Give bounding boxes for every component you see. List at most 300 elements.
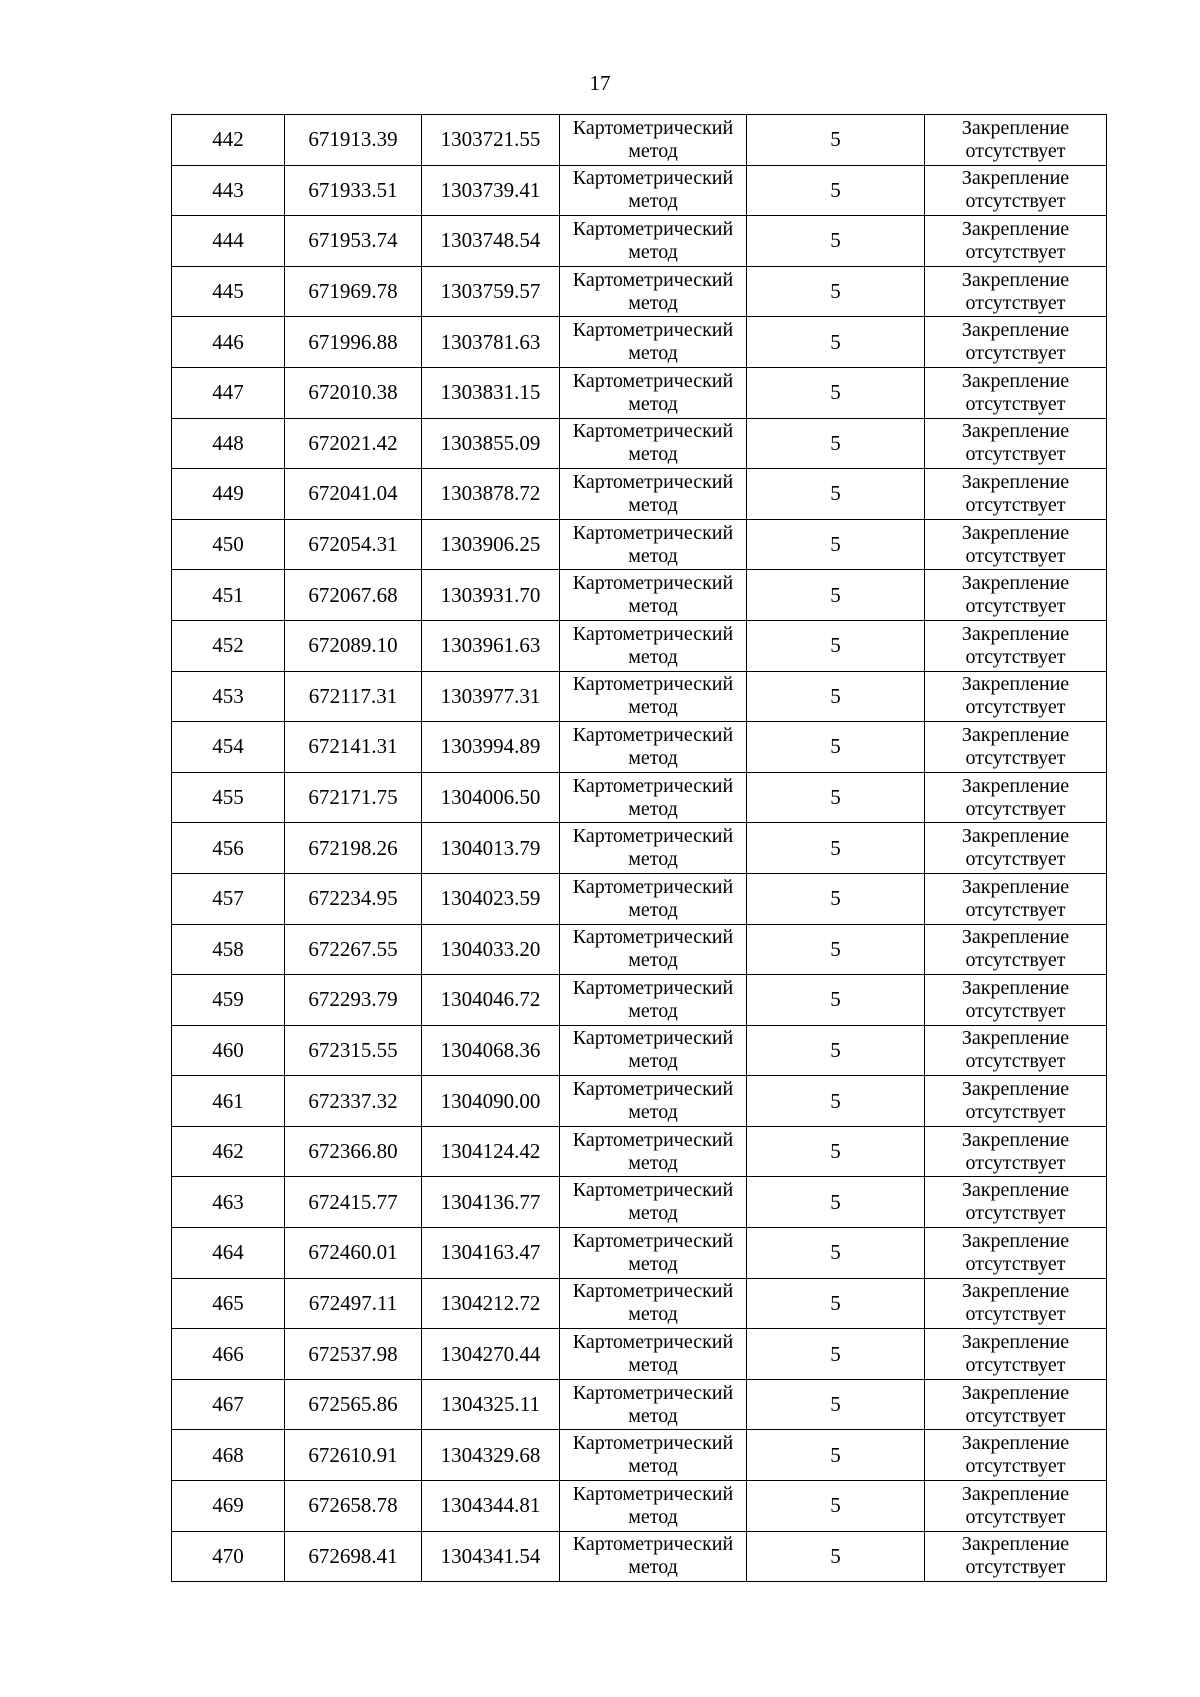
method-text-line: метод: [628, 949, 678, 972]
method-text-line: Картометрический: [572, 268, 734, 291]
method-text-line: Картометрический: [572, 1331, 734, 1354]
fixing-text-line: Закрепление: [961, 116, 1070, 139]
y-coordinate-cell: 1303931.70: [422, 570, 560, 621]
table-row: [172, 165, 1107, 216]
accuracy-cell: 5: [747, 924, 925, 975]
accuracy-cell: 5: [747, 165, 925, 216]
method-cell: [560, 317, 747, 368]
accuracy-cell: 5: [747, 266, 925, 317]
y-coordinate-cell: 1303961.63: [422, 620, 560, 671]
method-text-line: Картометрический: [572, 723, 734, 746]
method-cell: [560, 418, 747, 469]
method-cell: [560, 772, 747, 823]
point-number-cell: 465: [172, 1278, 285, 1329]
fixing-text-line: отсутствует: [965, 1151, 1066, 1174]
method-text-line: метод: [628, 696, 678, 719]
method-text-line: метод: [628, 1404, 678, 1427]
method-text-line: метод: [628, 240, 678, 263]
method-text-line: метод: [628, 342, 678, 365]
x-coordinate-cell: 671996.88: [285, 317, 422, 368]
table-row: [172, 772, 1107, 823]
method-text-line: Картометрический: [572, 217, 734, 240]
x-coordinate-cell: 671969.78: [285, 266, 422, 317]
accuracy-cell: 5: [747, 418, 925, 469]
point-number-cell: 464: [172, 1228, 285, 1279]
method-cell: [560, 1228, 747, 1279]
fixing-text-line: отсутствует: [965, 1354, 1066, 1377]
accuracy-cell: 5: [747, 1177, 925, 1228]
x-coordinate-cell: 672141.31: [285, 722, 422, 773]
y-coordinate-cell: 1304033.20: [422, 924, 560, 975]
method-text-line: метод: [628, 443, 678, 466]
fixing-text-line: отсутствует: [965, 493, 1066, 516]
fixing-text-line: Закрепление: [961, 622, 1070, 645]
accuracy-cell: 5: [747, 873, 925, 924]
fixing-text-line: отсутствует: [965, 746, 1066, 769]
x-coordinate-cell: 671933.51: [285, 165, 422, 216]
accuracy-cell: 5: [747, 317, 925, 368]
fixing-cell: [925, 418, 1107, 469]
method-text-line: Картометрический: [572, 976, 734, 999]
point-number-cell: 449: [172, 469, 285, 520]
point-number-cell: 468: [172, 1430, 285, 1481]
fixing-text-line: отсутствует: [965, 240, 1066, 263]
fixing-cell: [925, 1329, 1107, 1380]
method-text-line: Картометрический: [572, 1078, 734, 1101]
accuracy-cell: 5: [747, 772, 925, 823]
method-text-line: метод: [628, 1354, 678, 1377]
x-coordinate-cell: 672171.75: [285, 772, 422, 823]
fixing-text-line: Закрепление: [961, 1027, 1070, 1050]
point-number-cell: 461: [172, 1076, 285, 1127]
method-text-line: Картометрический: [572, 1432, 734, 1455]
method-cell: [560, 1531, 747, 1582]
method-cell: [560, 570, 747, 621]
fixing-cell: [925, 1531, 1107, 1582]
point-number-cell: 446: [172, 317, 285, 368]
fixing-text-line: Закрепление: [961, 217, 1070, 240]
point-number-cell: 447: [172, 367, 285, 418]
fixing-text-line: Закрепление: [961, 1280, 1070, 1303]
y-coordinate-cell: 1304329.68: [422, 1430, 560, 1481]
method-text-line: метод: [628, 1151, 678, 1174]
y-coordinate-cell: 1304163.47: [422, 1228, 560, 1279]
method-text-line: метод: [628, 291, 678, 314]
fixing-text-line: отсутствует: [965, 1202, 1066, 1225]
fixing-text-line: отсутствует: [965, 1505, 1066, 1528]
point-number-cell: 457: [172, 873, 285, 924]
method-text-line: метод: [628, 190, 678, 213]
table-row: [172, 823, 1107, 874]
method-cell: [560, 519, 747, 570]
point-number-cell: 448: [172, 418, 285, 469]
table-row: [172, 620, 1107, 671]
x-coordinate-cell: 672089.10: [285, 620, 422, 671]
method-text-line: Картометрический: [572, 521, 734, 544]
x-coordinate-cell: 672010.38: [285, 367, 422, 418]
fixing-text-line: Закрепление: [961, 1128, 1070, 1151]
point-number-cell: 459: [172, 975, 285, 1026]
y-coordinate-cell: 1303739.41: [422, 165, 560, 216]
fixing-text-line: отсутствует: [965, 949, 1066, 972]
fixing-cell: [925, 873, 1107, 924]
x-coordinate-cell: 672117.31: [285, 671, 422, 722]
fixing-cell: [925, 823, 1107, 874]
point-number-cell: 452: [172, 620, 285, 671]
fixing-text-line: отсутствует: [965, 1455, 1066, 1478]
x-coordinate-cell: 672658.78: [285, 1481, 422, 1532]
fixing-text-line: Закрепление: [961, 369, 1070, 392]
fixing-text-line: Закрепление: [961, 167, 1070, 190]
table-row: [172, 1329, 1107, 1380]
method-cell: [560, 469, 747, 520]
fixing-cell: [925, 772, 1107, 823]
fixing-text-line: Закрепление: [961, 976, 1070, 999]
fixing-text-line: Закрепление: [961, 521, 1070, 544]
method-text-line: Картометрический: [572, 1027, 734, 1050]
accuracy-cell: 5: [747, 620, 925, 671]
table-row: [172, 1379, 1107, 1430]
y-coordinate-cell: 1303781.63: [422, 317, 560, 368]
point-number-cell: 453: [172, 671, 285, 722]
method-text-line: метод: [628, 139, 678, 162]
accuracy-cell: 5: [747, 722, 925, 773]
method-cell: [560, 1430, 747, 1481]
fixing-text-line: Закрепление: [961, 673, 1070, 696]
fixing-text-line: Закрепление: [961, 1229, 1070, 1252]
table-row: [172, 722, 1107, 773]
y-coordinate-cell: 1303878.72: [422, 469, 560, 520]
method-text-line: метод: [628, 1455, 678, 1478]
method-text-line: метод: [628, 493, 678, 516]
y-coordinate-cell: 1303855.09: [422, 418, 560, 469]
method-text-line: метод: [628, 1101, 678, 1124]
method-text-line: Картометрический: [572, 1280, 734, 1303]
table-row: [172, 1531, 1107, 1582]
fixing-cell: [925, 1430, 1107, 1481]
y-coordinate-cell: 1304344.81: [422, 1481, 560, 1532]
method-text-line: Картометрический: [572, 1533, 734, 1556]
table-row: [172, 216, 1107, 267]
fixing-text-line: Закрепление: [961, 1381, 1070, 1404]
y-coordinate-cell: 1303977.31: [422, 671, 560, 722]
fixing-text-line: отсутствует: [965, 645, 1066, 668]
table-row: [172, 115, 1107, 166]
y-coordinate-cell: 1304212.72: [422, 1278, 560, 1329]
x-coordinate-cell: 672537.98: [285, 1329, 422, 1380]
point-number-cell: 458: [172, 924, 285, 975]
method-text-line: Картометрический: [572, 926, 734, 949]
fixing-text-line: Закрепление: [961, 1482, 1070, 1505]
fixing-text-line: отсутствует: [965, 190, 1066, 213]
fixing-text-line: Закрепление: [961, 1179, 1070, 1202]
y-coordinate-cell: 1304068.36: [422, 1025, 560, 1076]
accuracy-cell: 5: [747, 1228, 925, 1279]
x-coordinate-cell: 672054.31: [285, 519, 422, 570]
accuracy-cell: 5: [747, 519, 925, 570]
point-number-cell: 456: [172, 823, 285, 874]
method-text-line: Картометрический: [572, 1381, 734, 1404]
x-coordinate-cell: 672315.55: [285, 1025, 422, 1076]
method-text-line: метод: [628, 1556, 678, 1579]
method-text-line: Картометрический: [572, 420, 734, 443]
method-cell: [560, 1379, 747, 1430]
method-text-line: метод: [628, 645, 678, 668]
y-coordinate-cell: 1303748.54: [422, 216, 560, 267]
fixing-cell: [925, 165, 1107, 216]
point-number-cell: 460: [172, 1025, 285, 1076]
method-text-line: метод: [628, 392, 678, 415]
page-number: 17: [589, 71, 611, 95]
table-row: [172, 1076, 1107, 1127]
fixing-text-line: отсутствует: [965, 696, 1066, 719]
method-cell: [560, 620, 747, 671]
fixing-text-line: отсутствует: [965, 1556, 1066, 1579]
table-row: [172, 1126, 1107, 1177]
method-cell: [560, 115, 747, 166]
table-row: [172, 1025, 1107, 1076]
fixing-text-line: отсутствует: [965, 139, 1066, 162]
method-text-line: Картометрический: [572, 572, 734, 595]
method-text-line: Картометрический: [572, 825, 734, 848]
method-text-line: метод: [628, 1505, 678, 1528]
x-coordinate-cell: 672234.95: [285, 873, 422, 924]
point-number-cell: 445: [172, 266, 285, 317]
fixing-text-line: отсутствует: [965, 999, 1066, 1022]
fixing-text-line: Закрепление: [961, 926, 1070, 949]
x-coordinate-cell: 672267.55: [285, 924, 422, 975]
point-number-cell: 455: [172, 772, 285, 823]
fixing-text-line: Закрепление: [961, 1078, 1070, 1101]
x-coordinate-cell: 672337.32: [285, 1076, 422, 1127]
fixing-text-line: Закрепление: [961, 319, 1070, 342]
table-row: [172, 266, 1107, 317]
fixing-text-line: Закрепление: [961, 774, 1070, 797]
y-coordinate-cell: 1304023.59: [422, 873, 560, 924]
fixing-cell: [925, 367, 1107, 418]
accuracy-cell: 5: [747, 1379, 925, 1430]
table-row: [172, 418, 1107, 469]
method-cell: [560, 165, 747, 216]
y-coordinate-cell: 1304341.54: [422, 1531, 560, 1582]
point-number-cell: 466: [172, 1329, 285, 1380]
point-number-cell: 462: [172, 1126, 285, 1177]
table-row: [172, 975, 1107, 1026]
method-cell: [560, 1025, 747, 1076]
y-coordinate-cell: 1303906.25: [422, 519, 560, 570]
fixing-text-line: Закрепление: [961, 470, 1070, 493]
x-coordinate-cell: 672366.80: [285, 1126, 422, 1177]
method-text-line: Картометрический: [572, 319, 734, 342]
fixing-text-line: Закрепление: [961, 825, 1070, 848]
point-number-cell: 443: [172, 165, 285, 216]
method-cell: [560, 975, 747, 1026]
x-coordinate-cell: 672198.26: [285, 823, 422, 874]
fixing-text-line: Закрепление: [961, 268, 1070, 291]
y-coordinate-cell: 1303759.57: [422, 266, 560, 317]
fixing-cell: [925, 519, 1107, 570]
method-cell: [560, 1126, 747, 1177]
fixing-cell: [925, 1379, 1107, 1430]
method-cell: [560, 823, 747, 874]
accuracy-cell: 5: [747, 469, 925, 520]
method-cell: [560, 266, 747, 317]
fixing-text-line: Закрепление: [961, 1533, 1070, 1556]
fixing-cell: [925, 1076, 1107, 1127]
point-number-cell: 463: [172, 1177, 285, 1228]
point-number-cell: 442: [172, 115, 285, 166]
fixing-text-line: отсутствует: [965, 1101, 1066, 1124]
fixing-cell: [925, 115, 1107, 166]
point-number-cell: 451: [172, 570, 285, 621]
fixing-cell: [925, 924, 1107, 975]
method-text-line: Картометрический: [572, 1229, 734, 1252]
y-coordinate-cell: 1304325.11: [422, 1379, 560, 1430]
method-text-line: метод: [628, 1202, 678, 1225]
accuracy-cell: 5: [747, 1076, 925, 1127]
y-coordinate-cell: 1303721.55: [422, 115, 560, 166]
accuracy-cell: 5: [747, 1481, 925, 1532]
y-coordinate-cell: 1304136.77: [422, 1177, 560, 1228]
method-text-line: метод: [628, 797, 678, 820]
fixing-cell: [925, 722, 1107, 773]
x-coordinate-cell: 672021.42: [285, 418, 422, 469]
method-cell: [560, 367, 747, 418]
point-number-cell: 454: [172, 722, 285, 773]
fixing-text-line: Закрепление: [961, 572, 1070, 595]
fixing-text-line: отсутствует: [965, 595, 1066, 618]
fixing-text-line: Закрепление: [961, 875, 1070, 898]
y-coordinate-cell: 1304046.72: [422, 975, 560, 1026]
point-number-cell: 469: [172, 1481, 285, 1532]
x-coordinate-cell: 672460.01: [285, 1228, 422, 1279]
method-cell: [560, 671, 747, 722]
table-row: [172, 671, 1107, 722]
x-coordinate-cell: 671913.39: [285, 115, 422, 166]
fixing-text-line: Закрепление: [961, 723, 1070, 746]
fixing-text-line: отсутствует: [965, 443, 1066, 466]
coordinates-table: [171, 114, 1107, 1582]
method-text-line: Картометрический: [572, 1482, 734, 1505]
method-text-line: метод: [628, 746, 678, 769]
x-coordinate-cell: 672293.79: [285, 975, 422, 1026]
method-text-line: метод: [628, 999, 678, 1022]
x-coordinate-cell: 672041.04: [285, 469, 422, 520]
method-text-line: Картометрический: [572, 774, 734, 797]
fixing-text-line: отсутствует: [965, 291, 1066, 314]
method-text-line: метод: [628, 595, 678, 618]
fixing-text-line: Закрепление: [961, 420, 1070, 443]
method-text-line: Картометрический: [572, 875, 734, 898]
fixing-cell: [925, 1177, 1107, 1228]
x-coordinate-cell: 672698.41: [285, 1531, 422, 1582]
method-text-line: метод: [628, 898, 678, 921]
method-cell: [560, 1329, 747, 1380]
fixing-cell: [925, 620, 1107, 671]
fixing-cell: [925, 266, 1107, 317]
y-coordinate-cell: 1304270.44: [422, 1329, 560, 1380]
method-cell: [560, 1278, 747, 1329]
y-coordinate-cell: 1304013.79: [422, 823, 560, 874]
accuracy-cell: 5: [747, 570, 925, 621]
fixing-text-line: отсутствует: [965, 544, 1066, 567]
fixing-text-line: отсутствует: [965, 898, 1066, 921]
method-text-line: Картометрический: [572, 470, 734, 493]
method-text-line: Картометрический: [572, 673, 734, 696]
y-coordinate-cell: 1304090.00: [422, 1076, 560, 1127]
table-row: [172, 873, 1107, 924]
x-coordinate-cell: 671953.74: [285, 216, 422, 267]
method-text-line: метод: [628, 1050, 678, 1073]
method-cell: [560, 1177, 747, 1228]
y-coordinate-cell: 1303831.15: [422, 367, 560, 418]
y-coordinate-cell: 1304006.50: [422, 772, 560, 823]
fixing-cell: [925, 570, 1107, 621]
fixing-text-line: отсутствует: [965, 342, 1066, 365]
x-coordinate-cell: 672067.68: [285, 570, 422, 621]
method-cell: [560, 924, 747, 975]
accuracy-cell: 5: [747, 975, 925, 1026]
table-row: [172, 570, 1107, 621]
fixing-cell: [925, 1025, 1107, 1076]
method-text-line: Картометрический: [572, 622, 734, 645]
accuracy-cell: 5: [747, 367, 925, 418]
x-coordinate-cell: 672565.86: [285, 1379, 422, 1430]
fixing-cell: [925, 1481, 1107, 1532]
point-number-cell: 467: [172, 1379, 285, 1430]
fixing-text-line: отсутствует: [965, 848, 1066, 871]
method-text-line: Картометрический: [572, 1179, 734, 1202]
method-text-line: Картометрический: [572, 167, 734, 190]
method-cell: [560, 873, 747, 924]
fixing-cell: [925, 671, 1107, 722]
method-text-line: метод: [628, 848, 678, 871]
point-number-cell: 450: [172, 519, 285, 570]
point-number-cell: 444: [172, 216, 285, 267]
table-body: [172, 115, 1107, 1582]
accuracy-cell: 5: [747, 1329, 925, 1380]
fixing-text-line: отсутствует: [965, 1050, 1066, 1073]
fixing-cell: [925, 1126, 1107, 1177]
method-cell: [560, 722, 747, 773]
method-cell: [560, 1076, 747, 1127]
table-row: [172, 1430, 1107, 1481]
fixing-cell: [925, 1228, 1107, 1279]
table-row: [172, 1278, 1107, 1329]
fixing-text-line: отсутствует: [965, 392, 1066, 415]
table-row: [172, 317, 1107, 368]
table-row: [172, 1481, 1107, 1532]
accuracy-cell: 5: [747, 671, 925, 722]
accuracy-cell: 5: [747, 115, 925, 166]
fixing-cell: [925, 216, 1107, 267]
table-row: [172, 924, 1107, 975]
method-text-line: метод: [628, 544, 678, 567]
y-coordinate-cell: 1303994.89: [422, 722, 560, 773]
fixing-text-line: отсутствует: [965, 1404, 1066, 1427]
method-text-line: метод: [628, 1252, 678, 1275]
x-coordinate-cell: 672610.91: [285, 1430, 422, 1481]
table-row: [172, 519, 1107, 570]
method-text-line: метод: [628, 1303, 678, 1326]
y-coordinate-cell: 1304124.42: [422, 1126, 560, 1177]
x-coordinate-cell: 672415.77: [285, 1177, 422, 1228]
fixing-text-line: Закрепление: [961, 1331, 1070, 1354]
table-row: [172, 367, 1107, 418]
accuracy-cell: 5: [747, 823, 925, 874]
point-number-cell: 470: [172, 1531, 285, 1582]
fixing-text-line: отсутствует: [965, 797, 1066, 820]
